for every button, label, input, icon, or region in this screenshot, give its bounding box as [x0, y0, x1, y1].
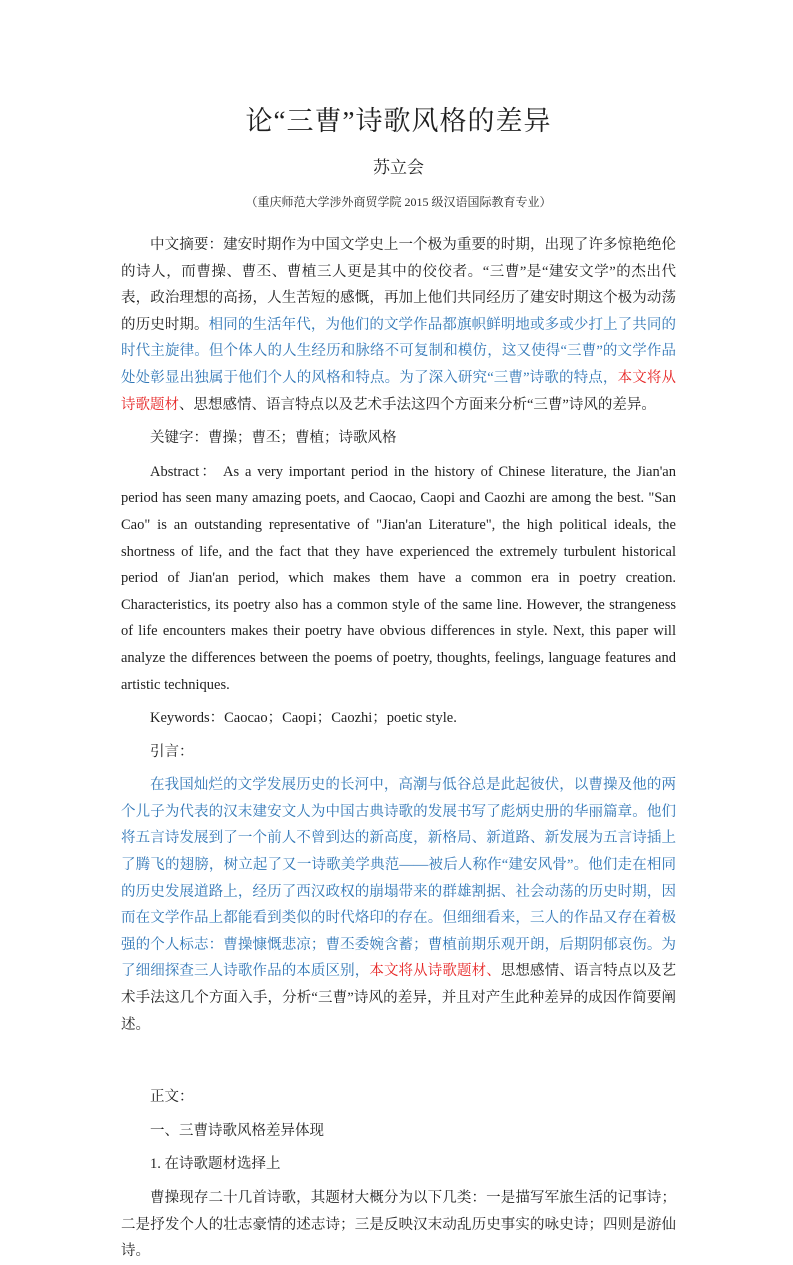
- section-heading-1: [121, 1118, 676, 1145]
- text-run: 引言：: [150, 743, 194, 760]
- chinese-abstract: [121, 232, 676, 418]
- subsection-heading-1-1: [121, 1151, 676, 1178]
- text-run: 本文将从诗歌题材、: [369, 963, 501, 980]
- text-run: 正文：: [150, 1089, 194, 1106]
- text-run: 本文将从诗歌题材: [121, 369, 677, 413]
- text-run: 、思想感情、语言特点以及艺术手法这四个方面来分析“三曹”诗风的差异。: [179, 396, 656, 413]
- text-run: 在我国灿烂的文学发展历史的长河中，高潮与低谷总是此起彼伏，以曹操及他的两个儿子为代表的汉末建安文人为中国古典诗歌的发展书写了彪炳史册的华丽篇章。他们将五言诗发展到了一个前人不曾到达的新高度，新格局、新道路、新发展为五言诗插上了腾飞的翅膀，树立起了又一诗歌美学典范——被后人称作“建安风骨”。他们走在相同的历史发展道路上，经历了西汉政权的崩塌带来的群雄割据、社会动荡的历史时期，因而在文学作品上都能看到类似的时代烙印的存在。但细细看来，三人的作品又存在着极强的个人标志：曹操慷慨悲凉；曹丕委婉含蓄；曹植前期乐观开朗，后期阴郁哀伤。为了细细探查三人诗歌作品的本质区别，: [121, 777, 676, 980]
- chinese-keywords: [121, 425, 676, 452]
- text-run: 一、三曹诗歌风格差异体现: [150, 1122, 324, 1139]
- text-run: 中文摘要：建安时期作为中国文学史上一个极为重要的时期，出现了许多惊艳绝伦的诗人，而曹操、曹丕、曹植三人更是其中的佼佼者。“三曹”是“建安文学”的杰出代表，政治理想的高扬，人生苦短的感慨，再加上他们共同经历了建安时期这个极为动荡的历史时期。: [121, 237, 676, 333]
- body-paragraph-caocao-themes: [121, 1185, 676, 1265]
- introduction-paragraph: [121, 772, 676, 1038]
- main-text-label: [121, 1084, 676, 1111]
- author-name: 苏立会: [373, 158, 424, 177]
- page-title: 论“三曹”诗歌风格的差异: [245, 106, 552, 136]
- text-run: Keywords：Caocao；Caopi；Caozhi；poetic style.: [150, 710, 457, 727]
- text-run: 思想感情、语言特点以及艺术手法这几个方面入手，分析“三曹”诗风的差异，并且对产生此种差异的成因作简要阐述。: [121, 963, 677, 1033]
- document-body: [121, 232, 676, 1265]
- text-run: 1. 在诗歌题材选择上: [150, 1156, 281, 1173]
- introduction-label: [121, 739, 676, 766]
- text-run: 关键字：曹操；曹丕；曹植；诗歌风格: [150, 430, 397, 447]
- author-affiliation: （重庆师范大学涉外商贸学院 2015 级汉语国际教育专业）: [245, 195, 552, 209]
- text-run: 相同的生活年代，为他们的文学作品都旗帜鲜明地或多或少打上了共同的时代主旋律。但个体人的人生经历和脉络不可复制和模仿，这又使得“三曹”的文学作品处处彰显出独属于他们个人的风格和特点。为了深入研究“三曹”诗歌的特点，: [121, 316, 677, 386]
- text-run: 曹操现存二十几首诗歌，其题材大概分为以下几类：一是描写军旅生活的记事诗；二是抒发个人的壮志豪情的述志诗；三是反映汉末动乱历史事实的咏史诗；四则是游仙诗。: [121, 1190, 676, 1260]
- english-abstract: [121, 459, 676, 698]
- text-run: Abstract： As a very important period in the history of Chinese literature, the Jian'an period has seen many amazing poets, and Caocao, Caopi and Caozhi are among the best. "San Cao" is an outstanding representative of "Jian'an Literature", the high political ideals, the shortness of life, and the fact that they have experienced the extremely turbulent historical period of Jian'an period, which makes them have a common era in poetry creation. Characteristics, its poetry also has a common style of the same line. However, the strangeness of life encounters makes their poetry have obvious differences in style. Next, this paper will analyze the differences between the poems of poetry, thoughts, feelings, language features and artistic techniques.: [121, 463, 676, 693]
- english-keywords: [121, 705, 676, 732]
